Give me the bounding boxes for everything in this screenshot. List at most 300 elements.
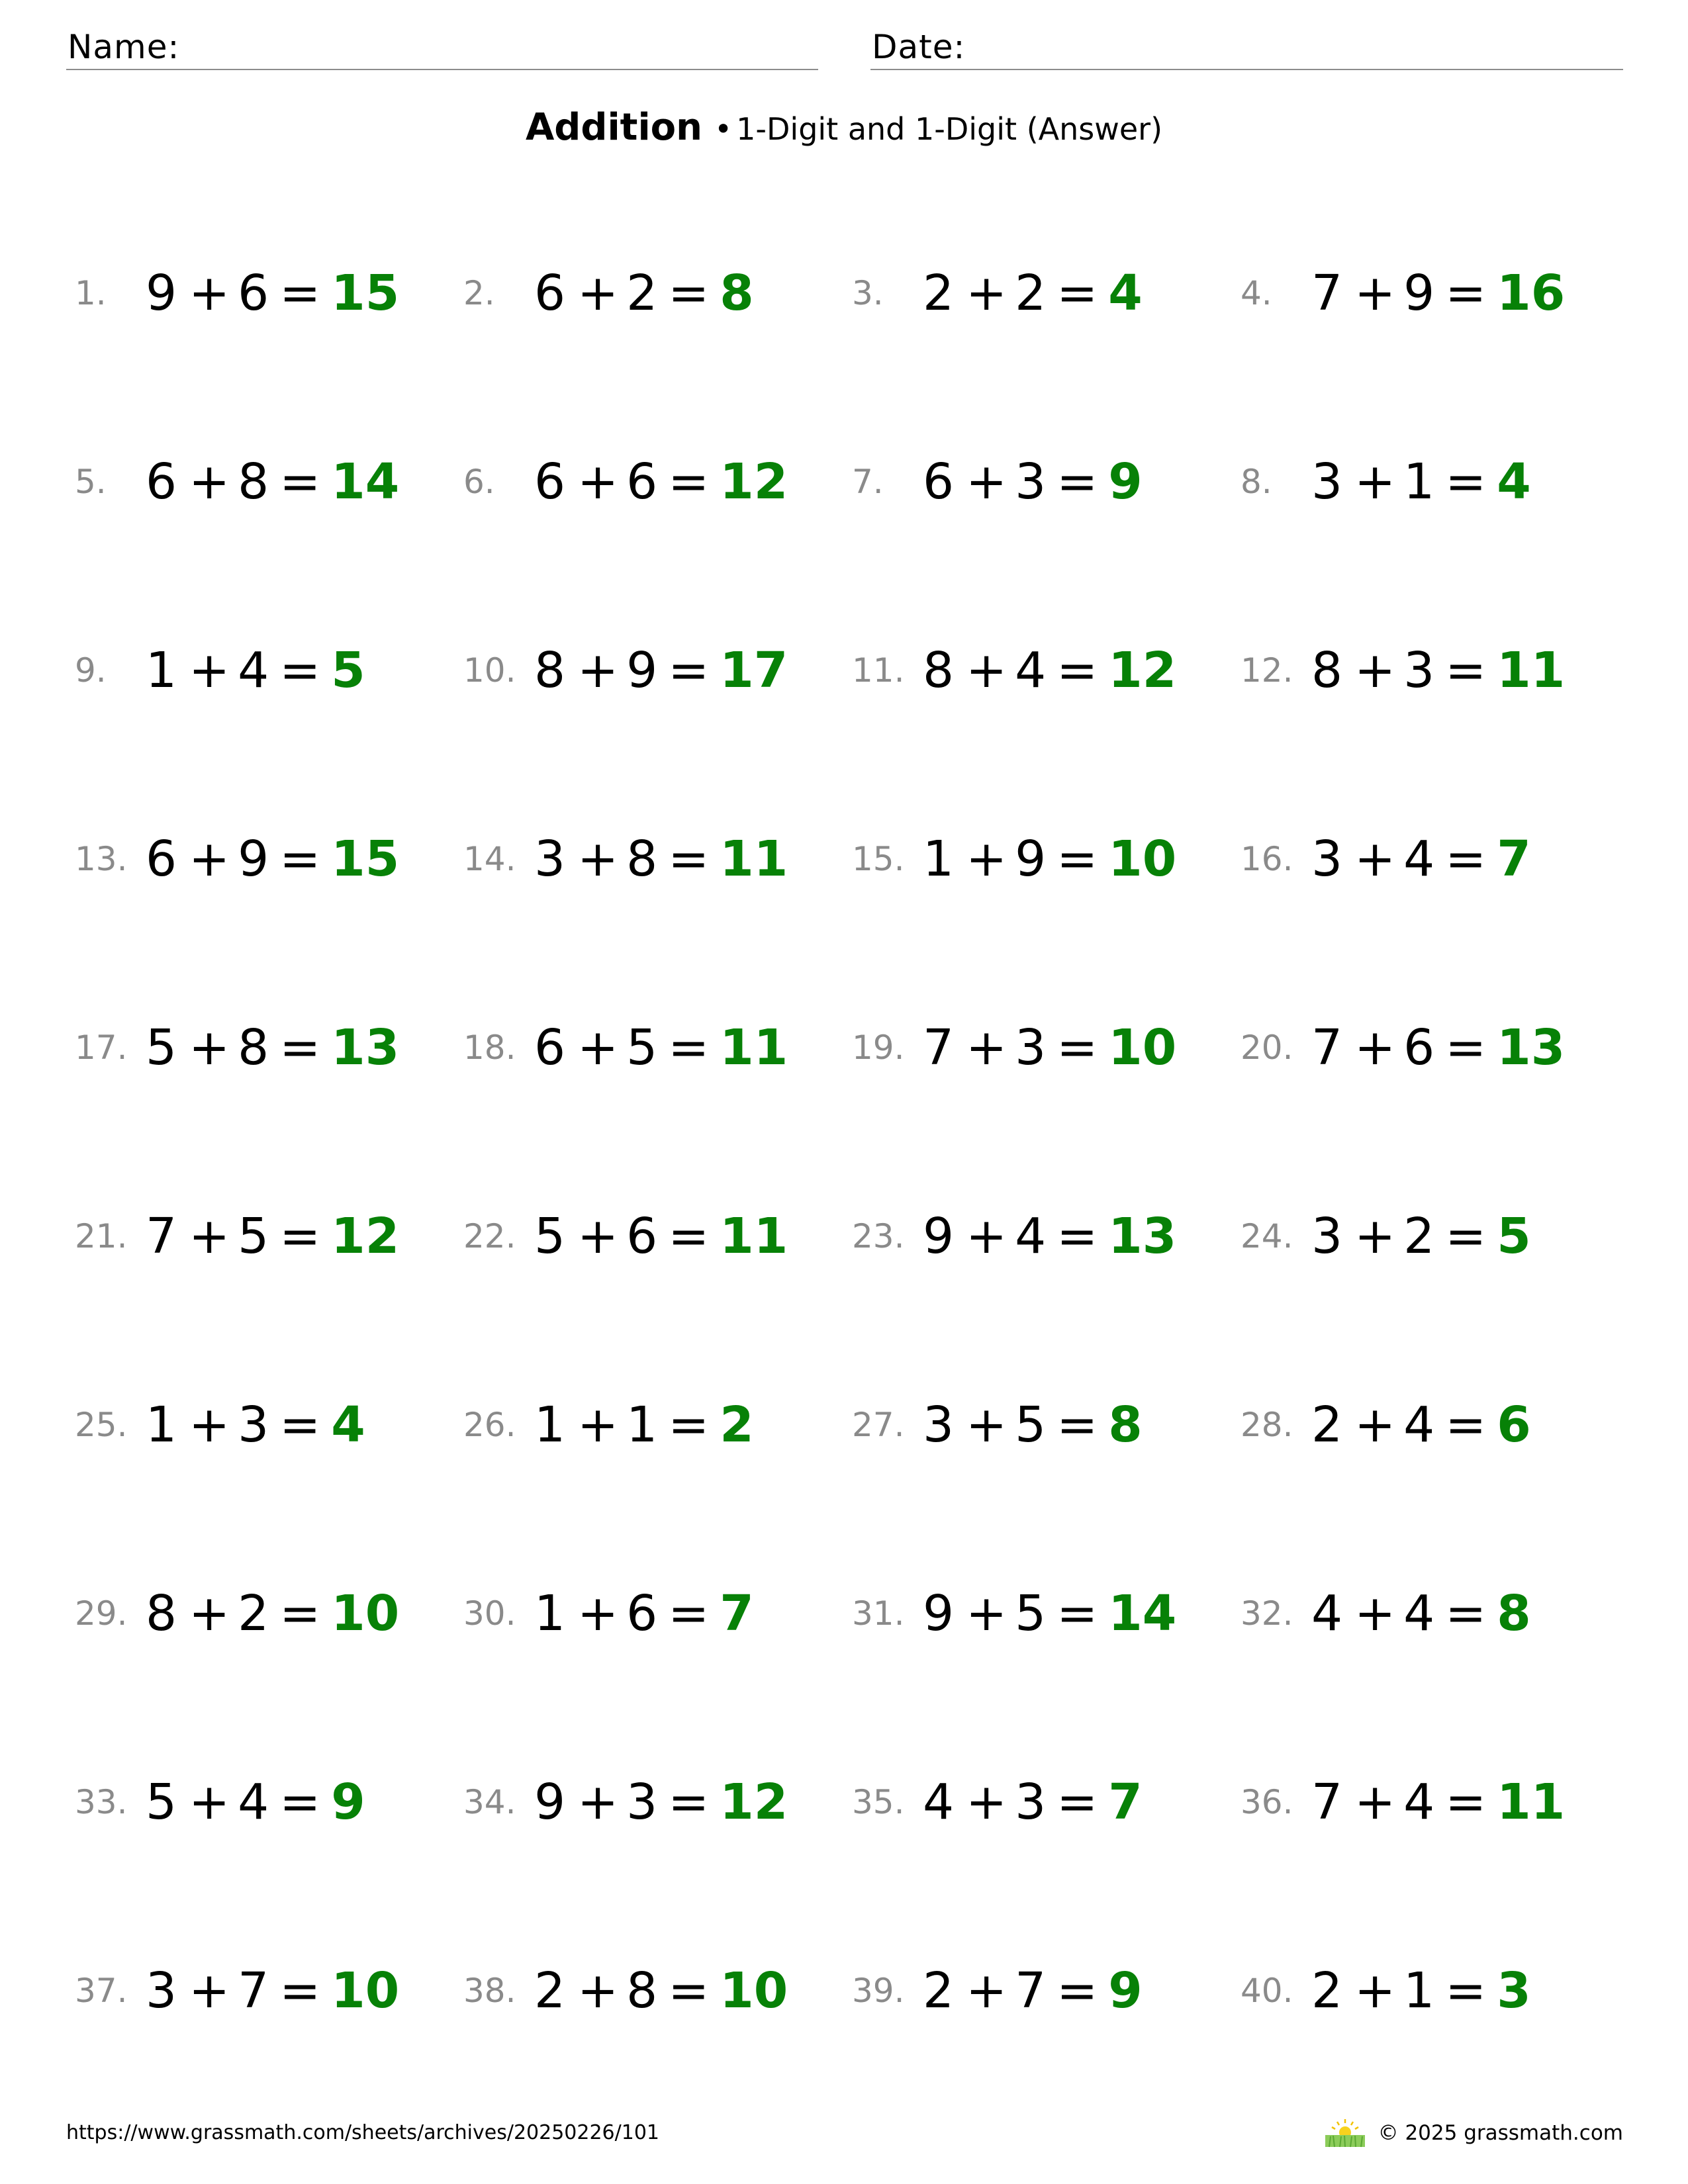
equals-sign: =	[668, 453, 710, 510]
answer: 8	[1497, 1585, 1531, 1642]
addend-b: 4	[238, 642, 269, 699]
answer: 8	[1108, 1396, 1143, 1453]
problem-expression	[1311, 1011, 1565, 1084]
problem-item	[463, 257, 834, 330]
problem-item	[463, 1388, 834, 1461]
problem-item	[463, 445, 834, 518]
equals-sign: =	[279, 453, 321, 510]
equals-sign: =	[668, 265, 710, 322]
answer: 10	[1108, 1019, 1177, 1076]
problem-number: 21.	[75, 1217, 128, 1255]
addend-a: 2	[534, 1962, 566, 2019]
problem-item	[463, 1200, 834, 1273]
plus-sign: +	[966, 831, 1008, 887]
date-field[interactable]	[870, 25, 1623, 70]
date-label: Date:	[872, 28, 966, 66]
answer: 15	[331, 831, 400, 887]
addend-a: 5	[146, 1019, 177, 1076]
problem-expression	[146, 634, 365, 707]
equals-sign: =	[279, 642, 321, 699]
problem-number: 15.	[852, 840, 905, 878]
problem-expression	[923, 257, 1143, 330]
problem-number: 5.	[75, 463, 107, 501]
problem-expression	[146, 445, 399, 518]
equals-sign: =	[1056, 265, 1098, 322]
plus-sign: +	[966, 1019, 1008, 1076]
problem-number: 34.	[463, 1783, 516, 1821]
addend-b: 9	[626, 642, 658, 699]
problem-number: 23.	[852, 1217, 905, 1255]
problem-number: 8.	[1241, 463, 1272, 501]
equals-sign: =	[1445, 831, 1487, 887]
problem-number: 16.	[1241, 840, 1293, 878]
problem-number: 22.	[463, 1217, 516, 1255]
addend-b: 4	[1403, 1774, 1435, 1831]
answer: 17	[720, 642, 788, 699]
addend-a: 6	[146, 453, 177, 510]
plus-sign: +	[577, 265, 619, 322]
equals-sign: =	[1445, 1019, 1487, 1076]
answer: 13	[1108, 1208, 1177, 1265]
addend-a: 6	[534, 265, 566, 322]
answer: 16	[1497, 265, 1566, 322]
answer: 14	[331, 453, 400, 510]
equals-sign: =	[279, 1962, 321, 2019]
addend-b: 8	[626, 1962, 658, 2019]
name-label: Name:	[68, 28, 180, 66]
problem-expression	[146, 1388, 365, 1461]
equals-sign: =	[1445, 1962, 1487, 2019]
problem-expression	[534, 1200, 788, 1273]
addend-b: 6	[626, 1585, 658, 1642]
plus-sign: +	[577, 1585, 619, 1642]
problem-expression	[534, 1954, 788, 2027]
addend-b: 9	[238, 831, 269, 887]
plus-sign: +	[189, 1585, 230, 1642]
equals-sign: =	[1056, 1208, 1098, 1265]
problem-item	[1241, 1011, 1611, 1084]
addend-a: 7	[146, 1208, 177, 1265]
addend-a: 1	[923, 831, 955, 887]
equals-sign: =	[1056, 1019, 1098, 1076]
answer: 14	[1108, 1585, 1177, 1642]
answer: 10	[331, 1585, 400, 1642]
addend-a: 4	[1311, 1585, 1343, 1642]
plus-sign: +	[966, 453, 1008, 510]
problem-number: 28.	[1241, 1406, 1293, 1444]
problem-item	[463, 1011, 834, 1084]
plus-sign: +	[189, 1396, 230, 1453]
problem-number: 35.	[852, 1783, 905, 1821]
problem-number: 11.	[852, 651, 905, 690]
addend-b: 4	[1015, 642, 1047, 699]
addend-b: 6	[626, 453, 658, 510]
addend-b: 5	[1015, 1585, 1047, 1642]
addend-b: 5	[626, 1019, 658, 1076]
plus-sign: +	[577, 1962, 619, 2019]
addend-b: 1	[626, 1396, 658, 1453]
plus-sign: +	[577, 1774, 619, 1831]
answer: 7	[1108, 1774, 1143, 1831]
addend-b: 8	[238, 453, 269, 510]
plus-sign: +	[1354, 1962, 1396, 2019]
problem-expression	[1311, 1954, 1531, 2027]
equals-sign: =	[279, 831, 321, 887]
plus-sign: +	[577, 642, 619, 699]
answer: 11	[720, 831, 788, 887]
problem-number: 29.	[75, 1594, 128, 1633]
answer: 13	[331, 1019, 400, 1076]
plus-sign: +	[577, 831, 619, 887]
plus-sign: +	[1354, 1396, 1396, 1453]
addend-b: 7	[238, 1962, 269, 2019]
equals-sign: =	[1056, 1585, 1098, 1642]
problem-item	[852, 445, 1223, 518]
equals-sign: =	[279, 1208, 321, 1265]
addend-b: 2	[626, 265, 658, 322]
problem-item	[852, 1200, 1223, 1273]
problem-expression	[923, 1954, 1143, 2027]
problem-item	[75, 1766, 445, 1839]
plus-sign: +	[189, 1208, 230, 1265]
equals-sign: =	[279, 1585, 321, 1642]
problem-item	[1241, 823, 1611, 895]
problem-expression	[146, 1954, 399, 2027]
plus-sign: +	[1354, 1774, 1396, 1831]
addend-a: 7	[1311, 1019, 1343, 1076]
addend-b: 5	[238, 1208, 269, 1265]
answer: 12	[720, 453, 788, 510]
problem-expression	[146, 1011, 399, 1084]
equals-sign: =	[1056, 1962, 1098, 2019]
addend-a: 9	[534, 1774, 566, 1831]
plus-sign: +	[577, 1019, 619, 1076]
addend-a: 3	[146, 1962, 177, 2019]
problem-number: 10.	[463, 651, 516, 690]
problem-item	[75, 1577, 445, 1650]
problem-expression	[923, 1011, 1176, 1084]
equals-sign: =	[668, 1962, 710, 2019]
addend-a: 1	[146, 1396, 177, 1453]
addend-a: 7	[1311, 1774, 1343, 1831]
problem-item	[75, 257, 445, 330]
worksheet-title	[0, 106, 1688, 149]
problem-expression	[534, 1577, 754, 1650]
answer: 15	[331, 265, 400, 322]
equals-sign: =	[668, 1774, 710, 1831]
title-main: Addition	[525, 106, 702, 149]
problem-number: 17.	[75, 1028, 128, 1067]
answer: 9	[1108, 453, 1143, 510]
problem-expression	[923, 1577, 1176, 1650]
problem-item	[852, 823, 1223, 895]
plus-sign: +	[966, 1585, 1008, 1642]
problem-number: 40.	[1241, 1972, 1293, 2010]
answer: 10	[720, 1962, 788, 2019]
addend-a: 6	[534, 1019, 566, 1076]
plus-sign: +	[189, 1774, 230, 1831]
problem-item	[1241, 1766, 1611, 1839]
problem-item	[1241, 1954, 1611, 2027]
footer-url[interactable]: https://www.grassmath.com/sheets/archives/20250226/101	[66, 2121, 660, 2144]
addend-b: 3	[626, 1774, 658, 1831]
problem-expression	[923, 823, 1176, 895]
plus-sign: +	[189, 831, 230, 887]
equals-sign: =	[1445, 265, 1487, 322]
answer: 11	[720, 1019, 788, 1076]
problem-expression	[1311, 1388, 1531, 1461]
addend-a: 9	[146, 265, 177, 322]
answer: 4	[1497, 453, 1531, 510]
answer: 11	[1497, 642, 1566, 699]
addend-a: 9	[923, 1585, 955, 1642]
equals-sign: =	[1056, 1396, 1098, 1453]
equals-sign: =	[668, 831, 710, 887]
addend-a: 3	[1311, 831, 1343, 887]
problem-expression	[146, 257, 399, 330]
addend-b: 5	[1015, 1396, 1047, 1453]
problem-item	[852, 1388, 1223, 1461]
problem-item	[75, 445, 445, 518]
equals-sign: =	[668, 1208, 710, 1265]
problem-expression	[1311, 257, 1565, 330]
addend-a: 3	[923, 1396, 955, 1453]
problem-item	[75, 1954, 445, 2027]
addend-b: 6	[1403, 1019, 1435, 1076]
title-bullet: •	[714, 111, 733, 147]
addend-b: 4	[238, 1774, 269, 1831]
problem-item	[463, 634, 834, 707]
problem-number: 14.	[463, 840, 516, 878]
problem-number: 26.	[463, 1406, 516, 1444]
problem-number: 12.	[1241, 651, 1293, 690]
addend-a: 6	[534, 453, 566, 510]
problem-expression	[923, 445, 1143, 518]
addend-b: 2	[238, 1585, 269, 1642]
plus-sign: +	[1354, 1585, 1396, 1642]
plus-sign: +	[189, 642, 230, 699]
problem-expression	[146, 823, 399, 895]
answer: 3	[1497, 1962, 1531, 2019]
addend-b: 1	[1403, 453, 1435, 510]
problem-number: 25.	[75, 1406, 128, 1444]
problem-item	[463, 1577, 834, 1650]
plus-sign: +	[577, 1396, 619, 1453]
answer: 9	[1108, 1962, 1143, 2019]
problem-item	[1241, 257, 1611, 330]
equals-sign: =	[279, 1019, 321, 1076]
equals-sign: =	[1445, 1208, 1487, 1265]
addend-a: 3	[1311, 453, 1343, 510]
problem-expression	[923, 1388, 1143, 1461]
addend-b: 8	[626, 831, 658, 887]
addend-b: 8	[238, 1019, 269, 1076]
addend-a: 2	[923, 1962, 955, 2019]
plus-sign: +	[189, 453, 230, 510]
problem-number: 2.	[463, 274, 495, 312]
equals-sign: =	[668, 1585, 710, 1642]
plus-sign: +	[577, 1208, 619, 1265]
answer: 12	[720, 1774, 788, 1831]
addend-a: 8	[1311, 642, 1343, 699]
equals-sign: =	[279, 265, 321, 322]
addend-a: 7	[1311, 265, 1343, 322]
problem-number: 4.	[1241, 274, 1272, 312]
problem-item	[852, 1954, 1223, 2027]
problem-expression	[146, 1766, 365, 1839]
equals-sign: =	[1445, 453, 1487, 510]
answer: 9	[331, 1774, 365, 1831]
problem-item	[1241, 1388, 1611, 1461]
plus-sign: +	[189, 1019, 230, 1076]
addend-b: 3	[238, 1396, 269, 1453]
problem-item	[75, 1011, 445, 1084]
addend-b: 3	[1015, 453, 1047, 510]
problem-item	[852, 634, 1223, 707]
answer: 5	[1497, 1208, 1531, 1265]
problem-number: 3.	[852, 274, 884, 312]
problem-number: 19.	[852, 1028, 905, 1067]
problem-item	[852, 1011, 1223, 1084]
problem-number: 27.	[852, 1406, 905, 1444]
problem-number: 18.	[463, 1028, 516, 1067]
problem-item	[852, 1766, 1223, 1839]
problem-number: 13.	[75, 840, 128, 878]
problem-expression	[534, 634, 788, 707]
equals-sign: =	[1056, 453, 1098, 510]
answer: 4	[1108, 265, 1143, 322]
plus-sign: +	[966, 1208, 1008, 1265]
addend-a: 2	[1311, 1396, 1343, 1453]
problem-expression	[534, 1766, 788, 1839]
plus-sign: +	[966, 1774, 1008, 1831]
equals-sign: =	[668, 642, 710, 699]
plus-sign: +	[966, 1396, 1008, 1453]
problem-item	[75, 1388, 445, 1461]
addend-b: 6	[238, 265, 269, 322]
equals-sign: =	[279, 1774, 321, 1831]
answer: 12	[331, 1208, 400, 1265]
addend-b: 1	[1403, 1962, 1435, 2019]
addend-b: 3	[1403, 642, 1435, 699]
problem-number: 39.	[852, 1972, 905, 2010]
problem-expression	[534, 823, 788, 895]
addend-b: 2	[1015, 265, 1047, 322]
problem-number: 37.	[75, 1972, 128, 2010]
problem-expression	[534, 257, 754, 330]
equals-sign: =	[1056, 1774, 1098, 1831]
addend-a: 6	[923, 453, 955, 510]
plus-sign: +	[1354, 1019, 1396, 1076]
answer: 5	[331, 642, 365, 699]
plus-sign: +	[577, 453, 619, 510]
addend-a: 8	[534, 642, 566, 699]
addend-a: 3	[534, 831, 566, 887]
addend-a: 7	[923, 1019, 955, 1076]
addend-a: 1	[146, 642, 177, 699]
problem-number: 6.	[463, 463, 495, 501]
problem-number: 7.	[852, 463, 884, 501]
problem-expression	[146, 1200, 399, 1273]
problem-item	[75, 823, 445, 895]
problem-expression	[1311, 445, 1531, 518]
problem-item	[1241, 445, 1611, 518]
answer: 2	[720, 1396, 754, 1453]
addend-b: 7	[1015, 1962, 1047, 2019]
addend-a: 1	[534, 1585, 566, 1642]
addend-b: 6	[626, 1208, 658, 1265]
addend-a: 1	[534, 1396, 566, 1453]
problem-item	[1241, 1200, 1611, 1273]
footer-copyright: © 2025 grassmath.com	[1378, 2121, 1623, 2145]
problem-item	[1241, 1577, 1611, 1650]
addend-a: 9	[923, 1208, 955, 1265]
addend-b: 9	[1015, 831, 1047, 887]
answer: 6	[1497, 1396, 1531, 1453]
equals-sign: =	[668, 1019, 710, 1076]
addend-a: 3	[1311, 1208, 1343, 1265]
problem-item	[1241, 634, 1611, 707]
addend-a: 2	[1311, 1962, 1343, 2019]
problem-expression	[534, 1388, 754, 1461]
answer: 11	[720, 1208, 788, 1265]
problem-number: 33.	[75, 1783, 128, 1821]
problem-expression	[534, 1011, 788, 1084]
problem-number: 31.	[852, 1594, 905, 1633]
equals-sign: =	[1445, 1585, 1487, 1642]
addend-a: 6	[146, 831, 177, 887]
problem-number: 24.	[1241, 1217, 1293, 1255]
addend-a: 2	[923, 265, 955, 322]
problem-number: 30.	[463, 1594, 516, 1633]
plus-sign: +	[1354, 831, 1396, 887]
equals-sign: =	[1056, 831, 1098, 887]
addend-a: 8	[923, 642, 955, 699]
equals-sign: =	[1445, 1774, 1487, 1831]
problem-expression	[146, 1577, 399, 1650]
problem-expression	[923, 1766, 1143, 1839]
addend-b: 9	[1403, 265, 1435, 322]
plus-sign: +	[966, 642, 1008, 699]
plus-sign: +	[966, 1962, 1008, 2019]
problem-item	[463, 1954, 834, 2027]
problem-expression	[923, 634, 1176, 707]
problem-number: 32.	[1241, 1594, 1293, 1633]
problem-expression	[534, 445, 788, 518]
plus-sign: +	[1354, 642, 1396, 699]
answer: 10	[331, 1962, 400, 2019]
equals-sign: =	[1445, 1396, 1487, 1453]
answer: 4	[331, 1396, 365, 1453]
answer: 13	[1497, 1019, 1566, 1076]
addend-a: 5	[534, 1208, 566, 1265]
problem-item	[852, 257, 1223, 330]
problem-item	[463, 1766, 834, 1839]
plus-sign: +	[189, 1962, 230, 2019]
problem-item	[75, 1200, 445, 1273]
addend-b: 4	[1403, 1585, 1435, 1642]
problem-expression	[1311, 823, 1531, 895]
grass-sun-logo-icon	[1323, 2118, 1368, 2148]
addend-b: 4	[1015, 1208, 1047, 1265]
addend-b: 2	[1403, 1208, 1435, 1265]
equals-sign: =	[279, 1396, 321, 1453]
plus-sign: +	[189, 265, 230, 322]
answer: 12	[1108, 642, 1177, 699]
problem-item	[852, 1577, 1223, 1650]
addend-b: 3	[1015, 1774, 1047, 1831]
name-field[interactable]	[66, 25, 818, 70]
